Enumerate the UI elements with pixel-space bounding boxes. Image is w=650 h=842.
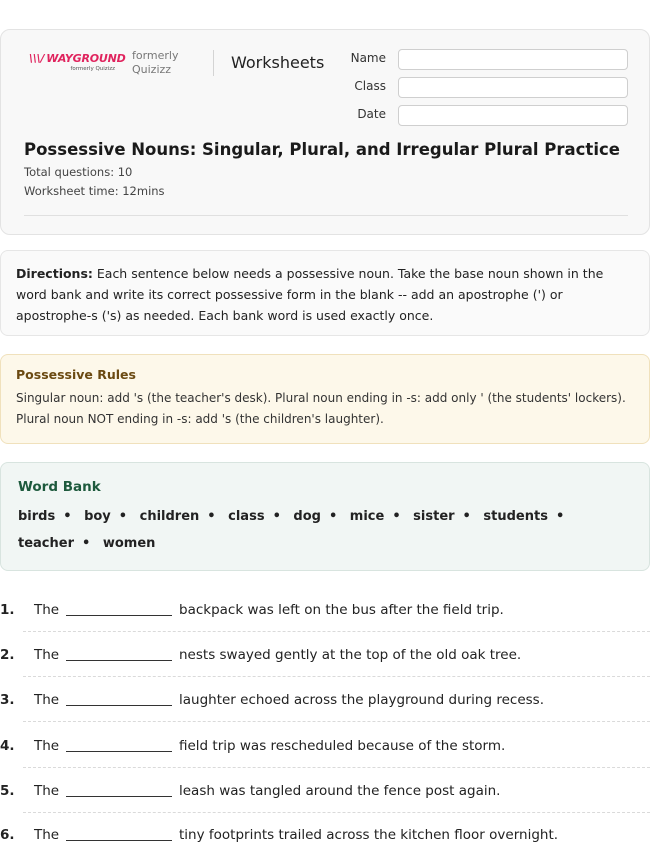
word-bank-list (18, 503, 632, 557)
question-number: 2. (0, 647, 15, 663)
answer-blank[interactable] (66, 615, 172, 616)
logo-mark-icon: \\\/ (29, 52, 45, 65)
row-divider (23, 767, 650, 768)
logo-text: WAYGROUND (46, 52, 126, 65)
row-divider (23, 721, 650, 722)
rules-text: Singular noun: add 's (the teacher's desk). Plural noun ending in -s: add only ' (the students' lockers). Plural noun NOT ending in -s: add 's (the children's laughter). (16, 391, 626, 426)
section-title: Worksheets (231, 53, 325, 72)
directions-text: Each sentence below needs a possessive noun. Take the base noun shown in the word bank and write its correct possessive form in the blank -- add an apostrophe (') or apostrophe-s ('s) as needed. Each bank word is used exactly once. (16, 266, 604, 323)
question-number: 6. (0, 827, 15, 842)
question-text: backpack was left on the bus after the field trip. (179, 602, 504, 618)
question-lead: The (34, 692, 60, 708)
word-bank-title: Word Bank (18, 479, 101, 495)
quizizz-line: Quizizz (132, 63, 172, 76)
row-divider (23, 812, 650, 813)
question-row (0, 692, 650, 722)
question-number: 1. (0, 602, 15, 618)
answer-blank[interactable] (66, 751, 172, 752)
bank-word: birds (18, 509, 56, 524)
question-row (0, 602, 650, 632)
bullet-separator: • (207, 509, 216, 524)
question-lead: The (34, 647, 60, 663)
bullet-separator: • (63, 509, 72, 524)
possessive-rules-box (0, 354, 650, 444)
bank-word: sister (413, 509, 455, 524)
bullet-separator: • (328, 509, 338, 524)
question-text: laughter echoed across the playground during recess. (179, 692, 544, 708)
wayground-logo (29, 52, 126, 72)
answer-blank[interactable] (66, 840, 172, 841)
answer-blank[interactable] (66, 660, 172, 661)
formerly-quizizz-note (132, 49, 179, 77)
bullet-separator: • (272, 509, 281, 524)
bullet-separator: • (118, 509, 128, 524)
class-label: Class (354, 79, 386, 93)
worksheet-time: Worksheet time: 12mins (24, 184, 165, 198)
name-label: Name (350, 51, 386, 65)
question-row (0, 647, 650, 677)
word-bank-box (0, 462, 650, 571)
header-divider (213, 50, 214, 76)
bank-word: mice (349, 509, 385, 524)
name-field[interactable] (398, 49, 628, 70)
bank-word: teacher (18, 536, 74, 551)
row-divider (23, 631, 650, 632)
bank-word: boy (84, 509, 111, 524)
question-number: 3. (0, 692, 15, 708)
question-text: leash was tangled around the fence post again. (179, 783, 501, 799)
question-row (0, 783, 650, 813)
question-row (0, 827, 650, 842)
answer-blank[interactable] (66, 705, 172, 706)
class-field[interactable] (398, 77, 628, 98)
bank-word: students (483, 509, 548, 524)
rules-title: Possessive Rules (16, 367, 136, 382)
question-lead: The (34, 602, 60, 618)
question-number: 4. (0, 738, 15, 754)
question-text: tiny footprints trailed across the kitchen floor overnight. (179, 827, 559, 842)
worksheet-header (0, 29, 650, 235)
header-rule (24, 215, 628, 216)
worksheet-title: Possessive Nouns: Singular, Plural, and Irregular Plural Practice (24, 140, 620, 159)
question-row (0, 738, 650, 768)
question-number: 5. (0, 783, 15, 799)
bullet-separator: • (392, 509, 401, 524)
question-lead: The (34, 827, 60, 842)
question-lead: The (34, 738, 60, 754)
date-label: Date (357, 107, 386, 121)
date-field[interactable] (398, 105, 628, 126)
logo-subtext: formerly Quizizz (70, 66, 115, 72)
formerly-line: formerly (132, 49, 179, 62)
question-text: field trip was rescheduled because of the storm. (179, 738, 506, 754)
directions-label: Directions: (16, 266, 93, 281)
answer-blank[interactable] (66, 796, 172, 797)
bank-word: children (139, 509, 200, 524)
question-text: nests swayed gently at the top of the old oak tree. (179, 647, 522, 663)
bullet-separator: • (82, 536, 91, 551)
total-questions: Total questions: 10 (24, 165, 133, 179)
bullet-separator: • (462, 509, 471, 524)
question-lead: The (34, 783, 60, 799)
row-divider (23, 676, 650, 677)
directions-box (0, 250, 650, 336)
bullet-separator: • (555, 509, 565, 524)
bank-word: women (102, 536, 156, 551)
bank-word: class (228, 509, 265, 524)
bank-word: dog (293, 509, 321, 524)
